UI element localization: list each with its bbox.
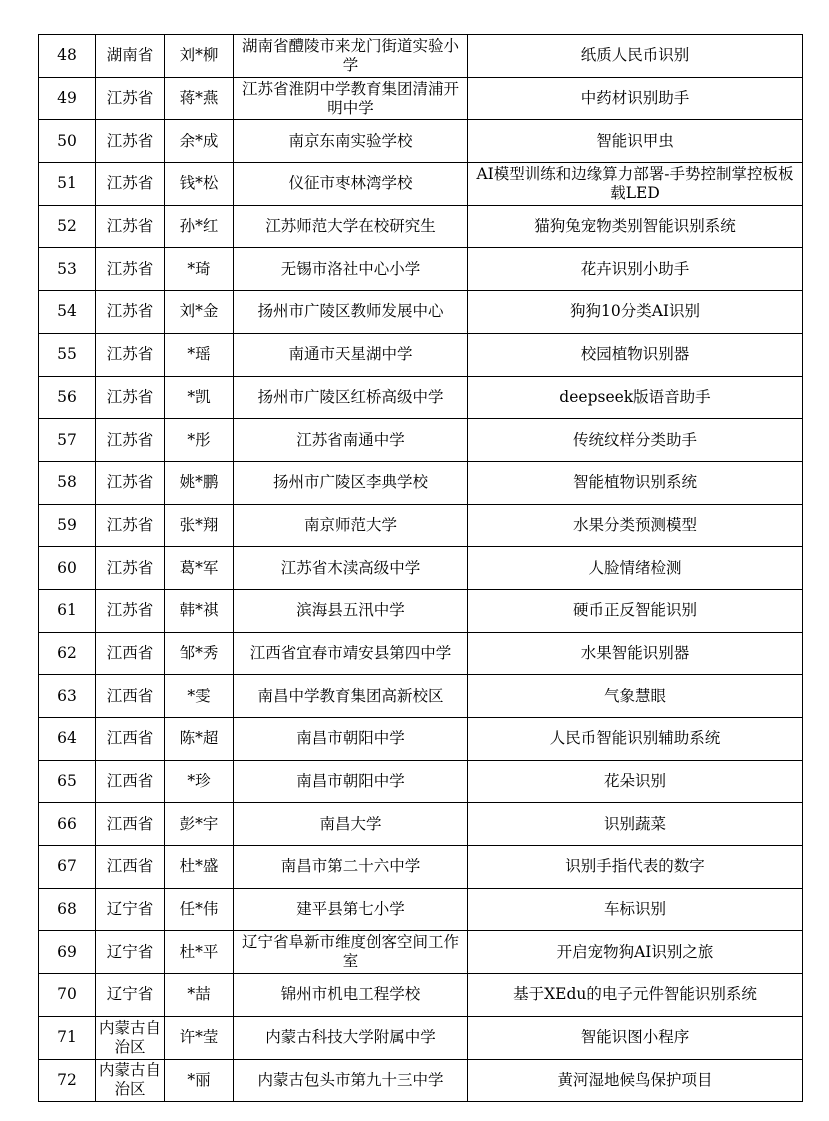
school-cell: 江苏省淮阴中学教育集团清浦开明中学 xyxy=(234,77,468,120)
row-number-cell: 69 xyxy=(39,931,96,974)
school-cell: 扬州市广陵区红桥高级中学 xyxy=(234,376,468,419)
province-cell: 湖南省 xyxy=(96,35,165,78)
work-title-cell: 中药材识别助手 xyxy=(468,77,803,120)
row-number-cell: 56 xyxy=(39,376,96,419)
work-title-cell: 车标识别 xyxy=(468,888,803,931)
school-cell: 南昌大学 xyxy=(234,803,468,846)
school-cell: 滨海县五汛中学 xyxy=(234,589,468,632)
name-cell: 刘*金 xyxy=(165,291,234,334)
school-cell: 内蒙古科技大学附属中学 xyxy=(234,1016,468,1059)
province-cell: 江苏省 xyxy=(96,547,165,590)
row-number-cell: 55 xyxy=(39,333,96,376)
province-cell: 江苏省 xyxy=(96,504,165,547)
name-cell: 陈*超 xyxy=(165,718,234,761)
work-title-cell: 气象慧眼 xyxy=(468,675,803,718)
table-row xyxy=(39,376,803,419)
province-cell: 江苏省 xyxy=(96,461,165,504)
table-row xyxy=(39,461,803,504)
work-title-cell: 花卉识别小助手 xyxy=(468,248,803,291)
name-cell: 许*莹 xyxy=(165,1016,234,1059)
province-cell: 内蒙古自治区 xyxy=(96,1059,165,1102)
table-row xyxy=(39,760,803,803)
table-row xyxy=(39,205,803,248)
table-row xyxy=(39,163,803,206)
school-cell: 南昌市第二十六中学 xyxy=(234,846,468,889)
work-title-cell: 校园植物识别器 xyxy=(468,333,803,376)
work-title-cell: 智能识图小程序 xyxy=(468,1016,803,1059)
province-cell: 江苏省 xyxy=(96,163,165,206)
work-title-cell: 识别蔬菜 xyxy=(468,803,803,846)
table-row xyxy=(39,248,803,291)
province-cell: 江苏省 xyxy=(96,248,165,291)
table-row xyxy=(39,35,803,78)
row-number-cell: 59 xyxy=(39,504,96,547)
province-cell: 江西省 xyxy=(96,846,165,889)
row-number-cell: 68 xyxy=(39,888,96,931)
name-cell: *彤 xyxy=(165,419,234,462)
table-row xyxy=(39,931,803,974)
province-cell: 辽宁省 xyxy=(96,931,165,974)
name-cell: *珍 xyxy=(165,760,234,803)
school-cell: 南京师范大学 xyxy=(234,504,468,547)
table-row xyxy=(39,846,803,889)
school-cell: 江苏省南通中学 xyxy=(234,419,468,462)
row-number-cell: 48 xyxy=(39,35,96,78)
row-number-cell: 58 xyxy=(39,461,96,504)
work-title-cell: 纸质人民币识别 xyxy=(468,35,803,78)
award-list-body xyxy=(39,35,803,1102)
name-cell: 孙*红 xyxy=(165,205,234,248)
work-title-cell: 水果智能识别器 xyxy=(468,632,803,675)
work-title-cell: 猫狗兔宠物类别智能识别系统 xyxy=(468,205,803,248)
work-title-cell: 识别手指代表的数字 xyxy=(468,846,803,889)
province-cell: 内蒙古自治区 xyxy=(96,1016,165,1059)
work-title-cell: 智能识甲虫 xyxy=(468,120,803,163)
table-row xyxy=(39,333,803,376)
row-number-cell: 65 xyxy=(39,760,96,803)
name-cell: *雯 xyxy=(165,675,234,718)
row-number-cell: 51 xyxy=(39,163,96,206)
province-cell: 江西省 xyxy=(96,632,165,675)
row-number-cell: 64 xyxy=(39,718,96,761)
table-row xyxy=(39,888,803,931)
school-cell: 江西省宜春市靖安县第四中学 xyxy=(234,632,468,675)
name-cell: 蒋*燕 xyxy=(165,77,234,120)
name-cell: 杜*盛 xyxy=(165,846,234,889)
table-row xyxy=(39,120,803,163)
province-cell: 江苏省 xyxy=(96,333,165,376)
name-cell: 葛*军 xyxy=(165,547,234,590)
table-row xyxy=(39,718,803,761)
school-cell: 仪征市枣林湾学校 xyxy=(234,163,468,206)
name-cell: 余*成 xyxy=(165,120,234,163)
table-row xyxy=(39,547,803,590)
row-number-cell: 63 xyxy=(39,675,96,718)
province-cell: 辽宁省 xyxy=(96,974,165,1017)
table-row xyxy=(39,291,803,334)
name-cell: 钱*松 xyxy=(165,163,234,206)
table-row xyxy=(39,803,803,846)
school-cell: 扬州市广陵区教师发展中心 xyxy=(234,291,468,334)
name-cell: 姚*鹏 xyxy=(165,461,234,504)
work-title-cell: 基于XEdu的电子元件智能识别系统 xyxy=(468,974,803,1017)
row-number-cell: 52 xyxy=(39,205,96,248)
work-title-cell: 花朵识别 xyxy=(468,760,803,803)
row-number-cell: 54 xyxy=(39,291,96,334)
award-list-table xyxy=(38,34,803,1102)
province-cell: 江西省 xyxy=(96,760,165,803)
province-cell: 辽宁省 xyxy=(96,888,165,931)
row-number-cell: 50 xyxy=(39,120,96,163)
table-row xyxy=(39,675,803,718)
name-cell: 韩*祺 xyxy=(165,589,234,632)
table-row xyxy=(39,77,803,120)
name-cell: 张*翔 xyxy=(165,504,234,547)
province-cell: 江苏省 xyxy=(96,205,165,248)
province-cell: 江西省 xyxy=(96,718,165,761)
work-title-cell: AI模型训练和边缘算力部署-手势控制掌控板板载LED xyxy=(468,163,803,206)
school-cell: 南京东南实验学校 xyxy=(234,120,468,163)
work-title-cell: 传统纹样分类助手 xyxy=(468,419,803,462)
province-cell: 江苏省 xyxy=(96,589,165,632)
row-number-cell: 60 xyxy=(39,547,96,590)
table-row xyxy=(39,1016,803,1059)
row-number-cell: 57 xyxy=(39,419,96,462)
name-cell: 杜*平 xyxy=(165,931,234,974)
province-cell: 江苏省 xyxy=(96,376,165,419)
work-title-cell: 硬币正反智能识别 xyxy=(468,589,803,632)
row-number-cell: 70 xyxy=(39,974,96,1017)
name-cell: 刘*柳 xyxy=(165,35,234,78)
row-number-cell: 61 xyxy=(39,589,96,632)
school-cell: 锦州市机电工程学校 xyxy=(234,974,468,1017)
name-cell: *琦 xyxy=(165,248,234,291)
name-cell: *丽 xyxy=(165,1059,234,1102)
work-title-cell: 黄河湿地候鸟保护项目 xyxy=(468,1059,803,1102)
province-cell: 江西省 xyxy=(96,803,165,846)
work-title-cell: deepseek版语音助手 xyxy=(468,376,803,419)
province-cell: 江西省 xyxy=(96,675,165,718)
table-row xyxy=(39,632,803,675)
table-row xyxy=(39,1059,803,1102)
name-cell: *瑶 xyxy=(165,333,234,376)
province-cell: 江苏省 xyxy=(96,419,165,462)
work-title-cell: 人民币智能识别辅助系统 xyxy=(468,718,803,761)
school-cell: 江苏师范大学在校研究生 xyxy=(234,205,468,248)
table-row xyxy=(39,974,803,1017)
name-cell: *凯 xyxy=(165,376,234,419)
work-title-cell: 狗狗10分类AI识别 xyxy=(468,291,803,334)
school-cell: 南昌市朝阳中学 xyxy=(234,760,468,803)
school-cell: 南通市天星湖中学 xyxy=(234,333,468,376)
province-cell: 江苏省 xyxy=(96,120,165,163)
school-cell: 南昌中学教育集团高新校区 xyxy=(234,675,468,718)
row-number-cell: 53 xyxy=(39,248,96,291)
row-number-cell: 67 xyxy=(39,846,96,889)
school-cell: 无锡市洛社中心小学 xyxy=(234,248,468,291)
row-number-cell: 72 xyxy=(39,1059,96,1102)
row-number-cell: 49 xyxy=(39,77,96,120)
province-cell: 江苏省 xyxy=(96,291,165,334)
table-row xyxy=(39,589,803,632)
school-cell: 内蒙古包头市第九十三中学 xyxy=(234,1059,468,1102)
work-title-cell: 水果分类预测模型 xyxy=(468,504,803,547)
province-cell: 江苏省 xyxy=(96,77,165,120)
school-cell: 江苏省木渎高级中学 xyxy=(234,547,468,590)
row-number-cell: 62 xyxy=(39,632,96,675)
school-cell: 辽宁省阜新市维度创客空间工作室 xyxy=(234,931,468,974)
table-row xyxy=(39,504,803,547)
school-cell: 扬州市广陵区李典学校 xyxy=(234,461,468,504)
name-cell: *喆 xyxy=(165,974,234,1017)
school-cell: 建平县第七小学 xyxy=(234,888,468,931)
work-title-cell: 智能植物识别系统 xyxy=(468,461,803,504)
name-cell: 邹*秀 xyxy=(165,632,234,675)
name-cell: 任*伟 xyxy=(165,888,234,931)
row-number-cell: 71 xyxy=(39,1016,96,1059)
work-title-cell: 人脸情绪检测 xyxy=(468,547,803,590)
table-row xyxy=(39,419,803,462)
work-title-cell: 开启宠物狗AI识别之旅 xyxy=(468,931,803,974)
school-cell: 南昌市朝阳中学 xyxy=(234,718,468,761)
row-number-cell: 66 xyxy=(39,803,96,846)
name-cell: 彭*宇 xyxy=(165,803,234,846)
school-cell: 湖南省醴陵市来龙门街道实验小学 xyxy=(234,35,468,78)
